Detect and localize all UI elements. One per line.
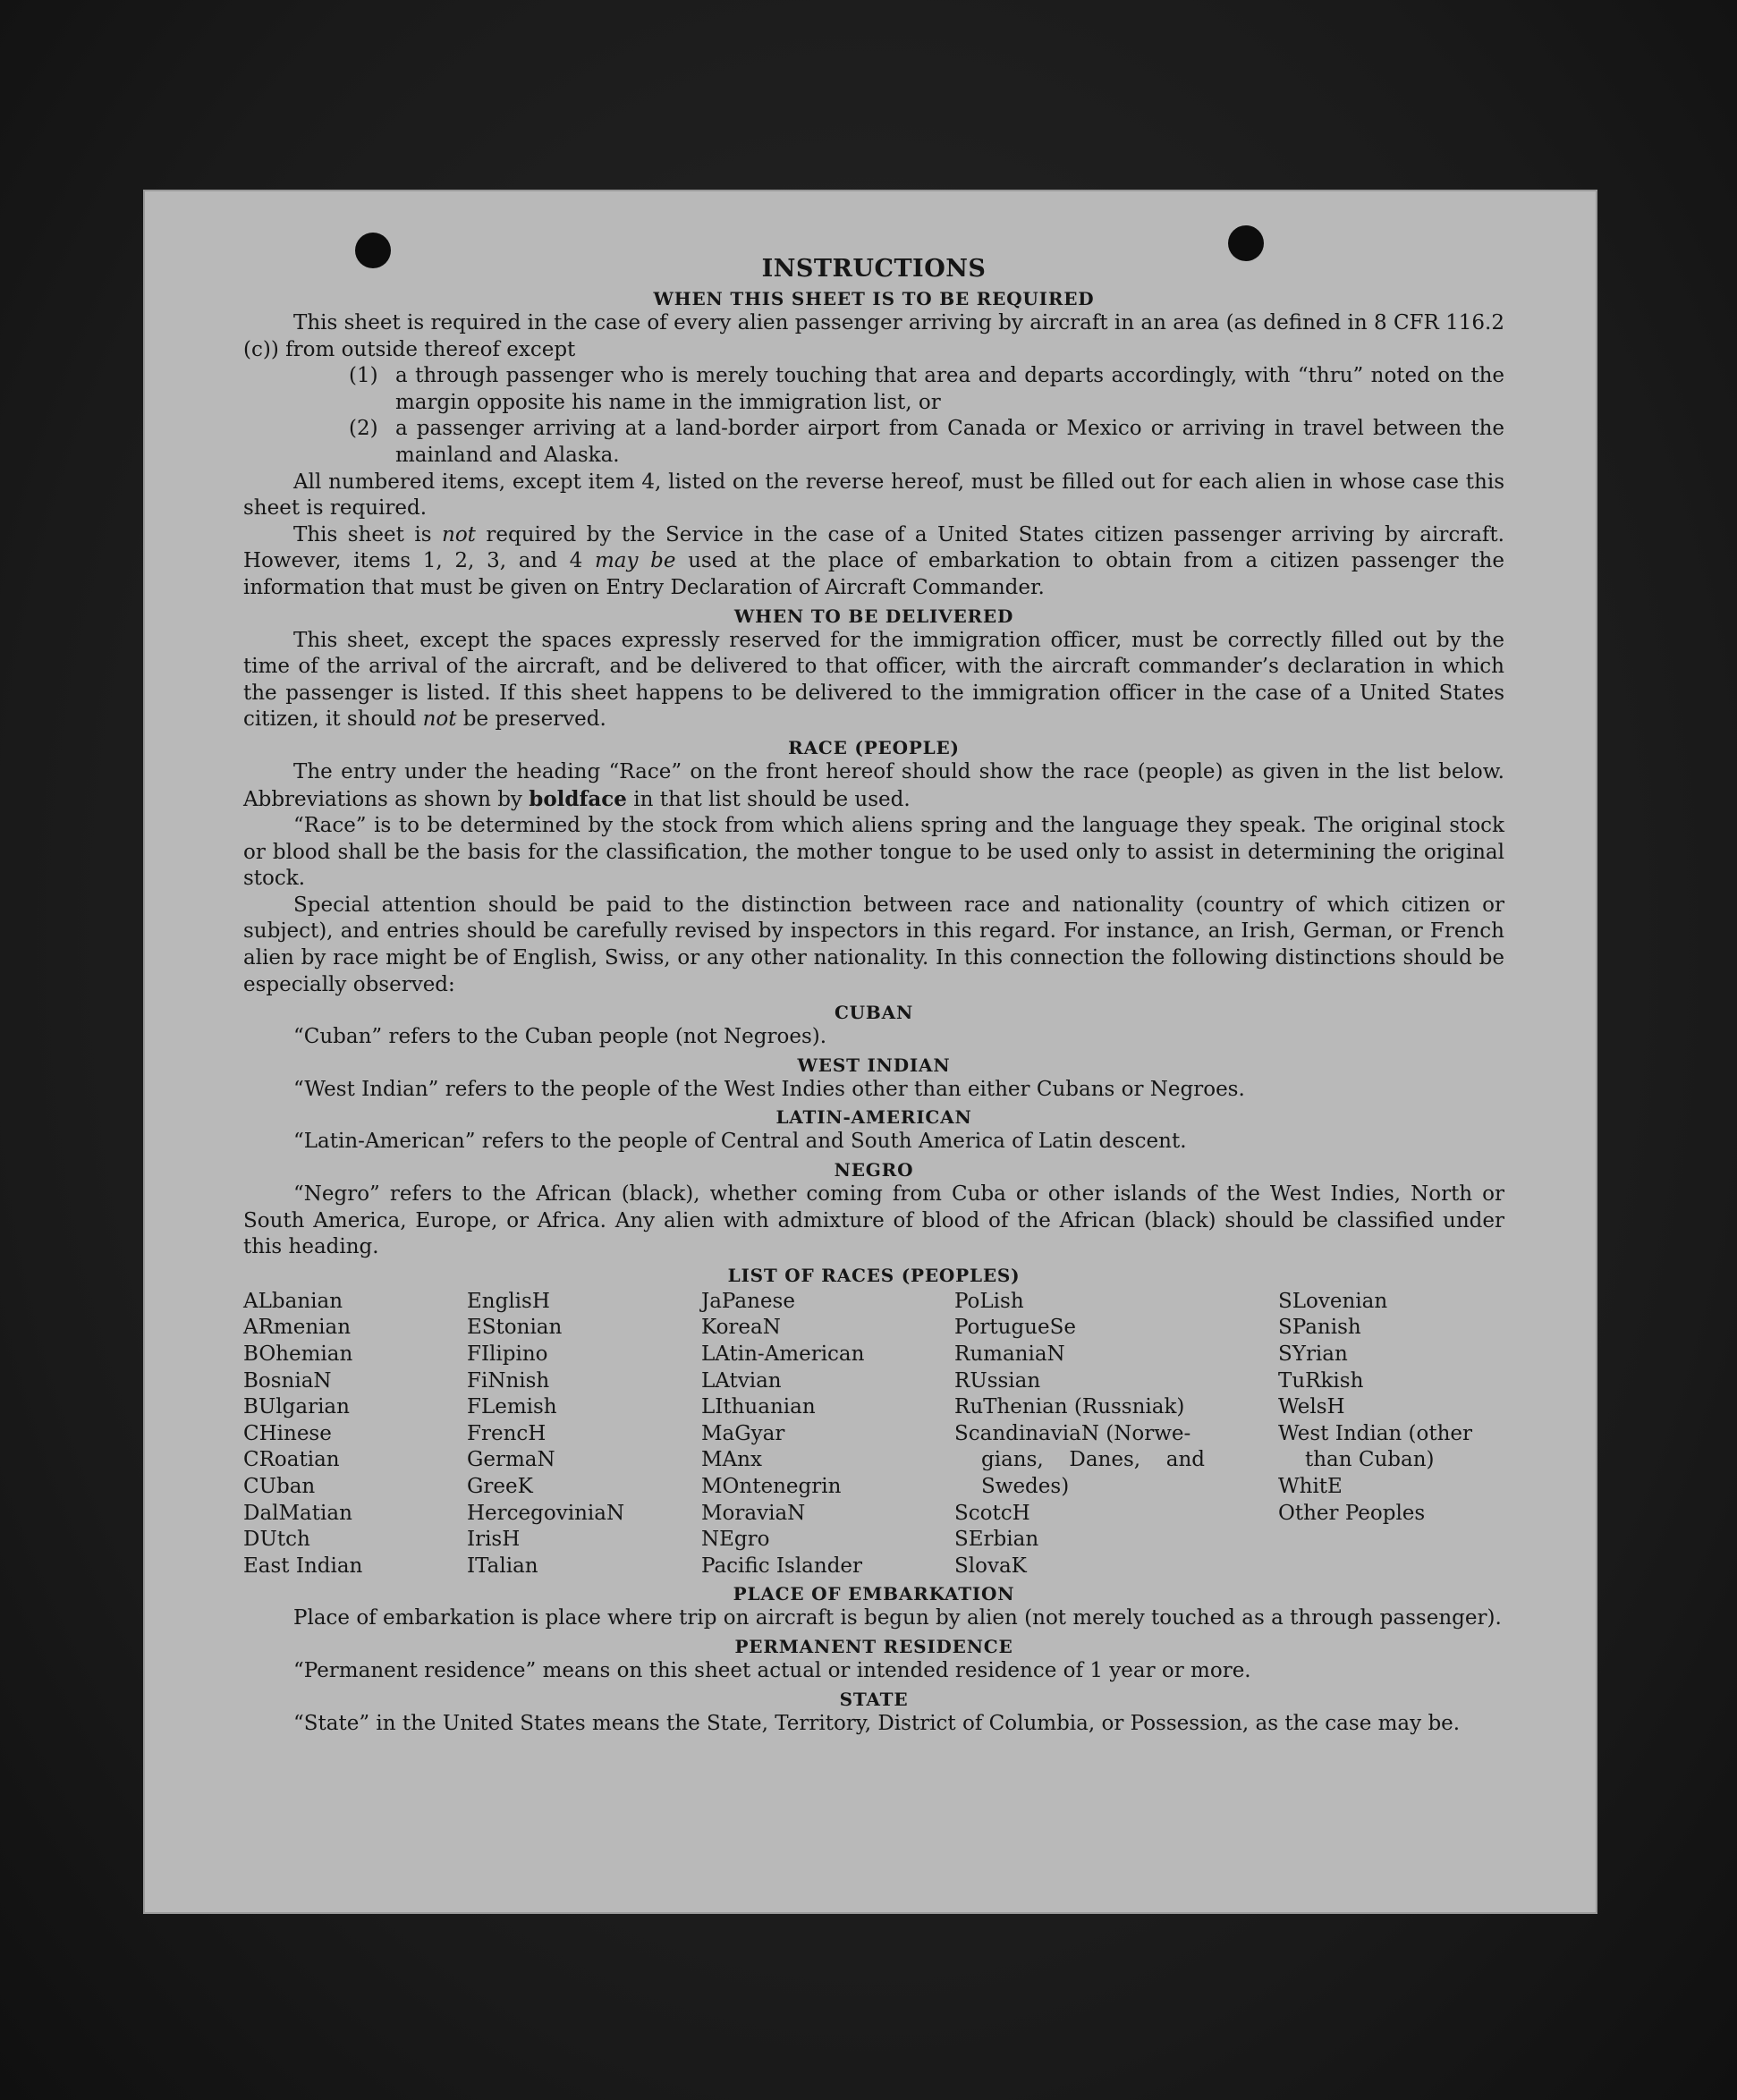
race-entry: MAnx — [701, 1448, 762, 1472]
race-entry: SYrian — [1278, 1342, 1348, 1366]
race-column-5 — [1278, 1289, 1504, 1580]
heading-race: RACE (PEOPLE) — [788, 736, 960, 758]
heading-list-of-races: LIST OF RACES (PEOPLES) — [727, 1264, 1021, 1286]
paragraph-permanent-residence: “Permanent residence” means on this sheet actual or intended residence of 1 year or more. — [293, 1658, 1251, 1682]
race-entry: BosniaN — [243, 1368, 332, 1393]
race-column-2 — [467, 1289, 701, 1580]
race-entry: GermaN — [467, 1448, 555, 1472]
race-entry: FrencH — [467, 1421, 547, 1445]
race-entry: MOntenegrin — [701, 1474, 842, 1498]
instructions-body — [243, 254, 1504, 1737]
heading-permanent-residence: PERMANENT RESIDENCE — [734, 1635, 1013, 1657]
item-text: a passenger arriving at a land-border airport from Canada or Mexico or arriving in travel between the mainland and Alaska. — [395, 417, 1504, 467]
race-entry: DUtch — [243, 1528, 310, 1552]
item-number: (1) — [349, 364, 378, 388]
page-title: INSTRUCTIONS — [761, 255, 987, 283]
race-entry: East Indian — [243, 1554, 363, 1578]
heading-cuban: CUBAN — [834, 1002, 914, 1024]
race-entry: CUban — [243, 1474, 316, 1498]
paragraph-west-indian: “West Indian” refers to the people of the West Indies other than either Cubans or Negroes. — [293, 1077, 1245, 1101]
race-entry: LAtvian — [701, 1368, 782, 1393]
race-entry: Pacific Islander — [701, 1554, 863, 1578]
heading-negro: NEGRO — [834, 1159, 914, 1181]
paragraph-delivered: This sheet, except the spaces expressly reserved for the immigration officer, must be correctly filled out by the time of the arrival of the aircraft, and be delivered to that officer, with the aircraft commander’s declaration in which the passenger is listed. If this sheet happens to be delivered to the immigration officer in the case of a United States citizen, it should not be preserved. — [243, 628, 1504, 732]
race-entry: ARmenian — [243, 1316, 352, 1340]
race-entry: JaPanese — [701, 1289, 795, 1313]
race-column-3 — [701, 1289, 954, 1580]
race-entry: MaGyar — [701, 1421, 785, 1445]
paragraph-race-stock: “Race” is to be determined by the stock from which aliens spring and the language they speak. The original stock or blood shall be the basis for the classification, the mother tongue to be used only to assist in determining the original stock. — [243, 814, 1504, 891]
race-list — [243, 1289, 1504, 1580]
race-entry: CRoatian — [243, 1448, 340, 1472]
race-entry-continued: than Cuban) — [1305, 1448, 1435, 1472]
race-entry: SLovenian — [1278, 1289, 1388, 1313]
race-entry: LAtin-American — [701, 1342, 865, 1366]
race-entry: BOhemian — [243, 1342, 353, 1366]
race-entry: HercegoviniaN — [467, 1501, 625, 1525]
race-entry: MoraviaN — [701, 1501, 806, 1525]
paragraph-embarkation: Place of embarkation is place where trip on aircraft is begun by alien (not merely touched as a through passenger). — [293, 1606, 1502, 1630]
race-entry: KoreaN — [701, 1316, 781, 1340]
heading-when-required: WHEN THIS SHEET IS TO BE REQUIRED — [653, 288, 1095, 309]
race-entry-continued: gians, Danes, and Swedes) — [981, 1448, 1205, 1498]
exception-item-2 — [349, 416, 1504, 469]
paragraph-latin-american: “Latin-American” refers to the people of Central and South America of Latin descent. — [293, 1130, 1187, 1154]
race-entry: FLemish — [467, 1395, 557, 1419]
race-entry: RumaniaN — [954, 1342, 1065, 1366]
heading-state: STATE — [839, 1688, 909, 1710]
race-entry: WelsH — [1278, 1395, 1345, 1419]
item-text: a through passenger who is merely touching that area and departs accordingly, with “thru” noted on the margin opposite his name in the immigration list, or — [395, 364, 1504, 414]
race-entry: EnglisH — [467, 1289, 550, 1313]
heading-latin-american: LATIN-AMERICAN — [775, 1106, 972, 1129]
race-entry: ScandinaviaN (Norwe- — [954, 1421, 1191, 1445]
document-page — [143, 190, 1597, 1914]
race-entry: DalMatian — [243, 1501, 352, 1525]
race-entry: RuThenian (Russniak) — [954, 1395, 1185, 1419]
race-entry: TuRkish — [1278, 1368, 1364, 1393]
paragraph-race-nationality: Special attention should be paid to the distinction between race and nationality (country of which citizen or subject), and entries should be carefully revised by inspectors in this regard. For instance, an Irish, German, or French alien by race might be of English, Swiss, or any other nationality. In this connection the following distinctions should be especially observed: — [243, 893, 1504, 996]
race-entry: CHinese — [243, 1421, 332, 1445]
race-entry: ALbanian — [243, 1289, 343, 1313]
race-entry: West Indian (other — [1278, 1421, 1473, 1445]
race-entry: FiNnish — [467, 1368, 550, 1393]
race-entry: ITalian — [467, 1554, 538, 1578]
race-entry: ScotcH — [954, 1501, 1030, 1525]
race-entry: BUlgarian — [243, 1395, 350, 1419]
race-entry: EStonian — [467, 1316, 563, 1340]
race-entry: PoLish — [954, 1289, 1024, 1313]
heading-west-indian: WEST INDIAN — [797, 1054, 951, 1076]
race-entry: GreeK — [467, 1474, 533, 1498]
race-entry: Other Peoples — [1278, 1501, 1426, 1525]
race-entry: IrisH — [467, 1528, 521, 1552]
heading-when-delivered: WHEN TO BE DELIVERED — [733, 605, 1014, 627]
race-entry: NEgro — [701, 1528, 770, 1552]
race-entry: WhitE — [1278, 1474, 1343, 1498]
item-number: (2) — [349, 417, 378, 441]
race-entry: SErbian — [954, 1528, 1039, 1552]
race-column-4 — [954, 1289, 1278, 1580]
paragraph-numbered-items: All numbered items, except item 4, listed on the reverse hereof, must be filled out for each alien in whose case this sheet is required. — [243, 470, 1504, 521]
race-entry: RUssian — [954, 1368, 1041, 1393]
race-entry: SlovaK — [954, 1554, 1027, 1578]
paragraph-required: This sheet is required in the case of every alien passenger arriving by aircraft in an area (as defined in 8 CFR 116.2 (c)) from outside thereof except — [243, 311, 1504, 361]
exception-item-1 — [349, 363, 1504, 416]
paragraph-negro: “Negro” refers to the African (black), whether coming from Cuba or other islands of the West Indies, North or South America, Europe, or Africa. Any alien with admixture of blood of the African (black) should be classified under this heading. — [243, 1182, 1504, 1259]
race-column-1 — [243, 1289, 467, 1580]
paragraph-cuban: “Cuban” refers to the Cuban people (not Negroes). — [293, 1025, 827, 1049]
race-entry: SPanish — [1278, 1316, 1361, 1340]
heading-place-of-embarkation: PLACE OF EMBARKATION — [733, 1583, 1015, 1605]
race-entry: PortugueSe — [954, 1316, 1076, 1340]
paragraph-state: “State” in the United States means the State, Territory, District of Columbia, or Possession, as the case may be. — [293, 1711, 1461, 1735]
race-entry: LIthuanian — [701, 1395, 816, 1419]
race-entry: FIlipino — [467, 1342, 548, 1366]
paragraph-citizen: This sheet is not required by the Service in the case of a United States citizen passenger arriving by aircraft. However, items 1, 2, 3, and 4 may be used at the place of embarkation to obtain from a citizen passenger the information that must be given on Entry Declaration of Aircraft Commander. — [243, 522, 1504, 599]
paragraph-race-entry: The entry under the heading “Race” on the front hereof should show the race (people) as given in the list below. Abbreviations as shown by boldface in that list should be used. — [243, 759, 1504, 811]
